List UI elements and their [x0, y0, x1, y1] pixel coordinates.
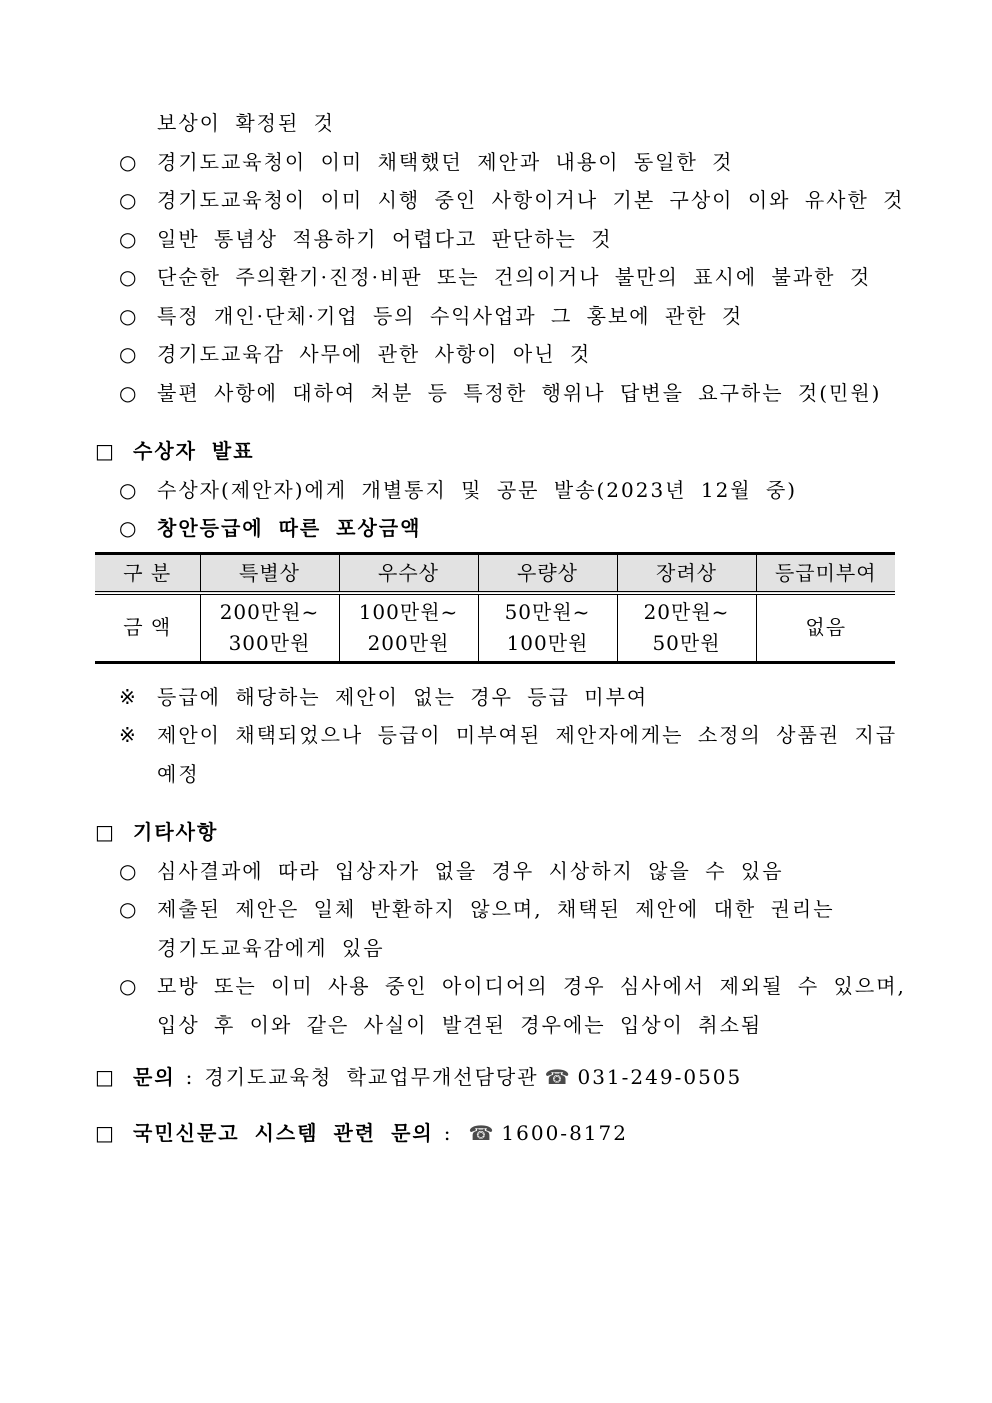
table-cell: 200만원~ 300만원: [200, 593, 339, 663]
table-cell: 100만원~ 200만원: [339, 593, 478, 663]
table-header-cell: 장려상: [617, 553, 756, 593]
circle-bullet-icon: ○: [119, 149, 137, 174]
note-line: [95, 678, 912, 717]
separator: :: [185, 1065, 195, 1089]
circle-bullet-icon: ○: [119, 303, 137, 328]
contact-line-inquiry: [95, 1058, 912, 1097]
note-text: 제안이 채택되었으나 등급이 미부여된 제안자에게는 소정의 상품권 지급 예정: [157, 723, 898, 786]
circle-bullet-icon: ○: [119, 516, 137, 540]
list-item: [95, 852, 912, 891]
continuation-line: 보상이 확정된 것: [157, 111, 335, 135]
list-item: [95, 890, 912, 967]
section-title-etc: [95, 813, 912, 852]
contact-label: 국민신문고 시스템 관련 문의: [133, 1120, 434, 1145]
phone-number: 1600-8172: [501, 1120, 628, 1145]
contact-label: 문의: [133, 1065, 176, 1089]
list-item-text: 불편 사항에 대하여 처분 등 특정한 행위나 답변을 요구하는 것(민원): [157, 380, 882, 405]
section-title-text: 기타사항: [133, 820, 219, 844]
circle-bullet-icon: ○: [119, 380, 137, 405]
note-line: [95, 716, 912, 793]
circle-bullet-icon: ○: [119, 858, 137, 883]
table-header-cell: 등급미부여: [756, 553, 895, 593]
square-bullet-icon: □: [95, 1065, 116, 1089]
square-bullet-icon: □: [95, 1120, 116, 1145]
contact-text: 경기도교육청 학교업무개선담당관: [204, 1065, 539, 1089]
list-item: [95, 335, 912, 374]
list-item-text: 특정 개인·단체·기업 등의 수익사업과 그 홍보에 관한 것: [157, 303, 744, 328]
square-bullet-icon: □: [95, 820, 116, 844]
contact-line-sinmungo: [95, 1114, 912, 1153]
list-item: [95, 297, 912, 336]
table-header-cell: 특별상: [200, 553, 339, 593]
prize-table: [95, 552, 895, 664]
separator: :: [443, 1120, 453, 1145]
list-item: [95, 220, 912, 259]
list-item-line: 심사결과에 따라 입상자가 없을 경우 시상하지 않을 수 있음: [157, 858, 784, 883]
circle-bullet-icon: ○: [119, 265, 137, 289]
section-title-text: 수상자 발표: [133, 439, 255, 463]
list-item: [95, 181, 912, 220]
circle-bullet-icon: ○: [119, 342, 137, 366]
list-item: [95, 258, 912, 297]
circle-bullet-icon: ○: [119, 477, 137, 502]
list-item-text: 창안등급에 따른 포상금액: [157, 516, 422, 540]
telephone-icon: ☎: [544, 1065, 570, 1089]
table-cell: 없음: [756, 593, 895, 663]
square-bullet-icon: □: [95, 439, 116, 463]
table-row: [95, 593, 895, 663]
list-item: [95, 143, 912, 182]
table-header-cell: 구 분: [95, 553, 200, 593]
exclusion-list: [95, 143, 912, 413]
list-item-text: 일반 통념상 적용하기 어렵다고 판단하는 것: [157, 226, 613, 251]
table-row-label: 금 액: [123, 615, 172, 639]
list-item: [95, 471, 912, 510]
list-item-line: 제출된 제안은 일체 반환하지 않으며, 채택된 제안에 대한 권리는: [157, 897, 835, 921]
winner-list: [95, 471, 912, 548]
list-item-text: 경기도교육청이 이미 시행 중인 사항이거나 기본 구상이 이와 유사한 것: [157, 188, 905, 212]
etc-list: [95, 852, 912, 1045]
circle-bullet-icon: ○: [119, 226, 137, 251]
list-item-line: 모방 또는 이미 사용 중인 아이디어의 경우 심사에서 제외될 수 있으며,: [157, 974, 906, 998]
table-cell: 20만원~ 50만원: [617, 593, 756, 663]
reference-mark-icon: ※: [119, 684, 136, 709]
section-title-winner-announcement: [95, 432, 912, 471]
circle-bullet-icon: ○: [119, 188, 137, 212]
list-item-line: 경기도교육감에게 있음: [157, 935, 385, 960]
list-item-text: 수상자(제안자)에게 개별통지 및 공문 발송(2023년 12월 중): [157, 477, 798, 502]
table-header-row: [95, 553, 895, 593]
table-notes: [95, 678, 912, 794]
list-item: [95, 967, 912, 1044]
list-item: [95, 374, 912, 413]
list-item-text: 경기도교육청이 이미 채택했던 제안과 내용이 동일한 것: [157, 149, 734, 174]
table-header-cell: 우수상: [339, 553, 478, 593]
telephone-icon: ☎: [468, 1120, 494, 1145]
circle-bullet-icon: ○: [119, 974, 137, 998]
table-header-cell: 우량상: [478, 553, 617, 593]
list-item-line: 입상 후 이와 같은 사실이 발견된 경우에는 입상이 취소됨: [157, 1012, 763, 1037]
list-item-text: 단순한 주의환기·진정·비판 또는 건의이거나 불만의 표시에 불과한 것: [157, 265, 872, 289]
table-cell: 50만원~ 100만원: [478, 593, 617, 663]
phone-number: 031-249-0505: [577, 1065, 743, 1089]
list-item: [95, 509, 912, 548]
reference-mark-icon: ※: [119, 723, 136, 747]
circle-bullet-icon: ○: [119, 897, 137, 921]
note-text: 등급에 해당하는 제안이 없는 경우 등급 미부여: [157, 684, 649, 709]
list-item-text: 경기도교육감 사무에 관한 사항이 아닌 것: [157, 342, 592, 366]
